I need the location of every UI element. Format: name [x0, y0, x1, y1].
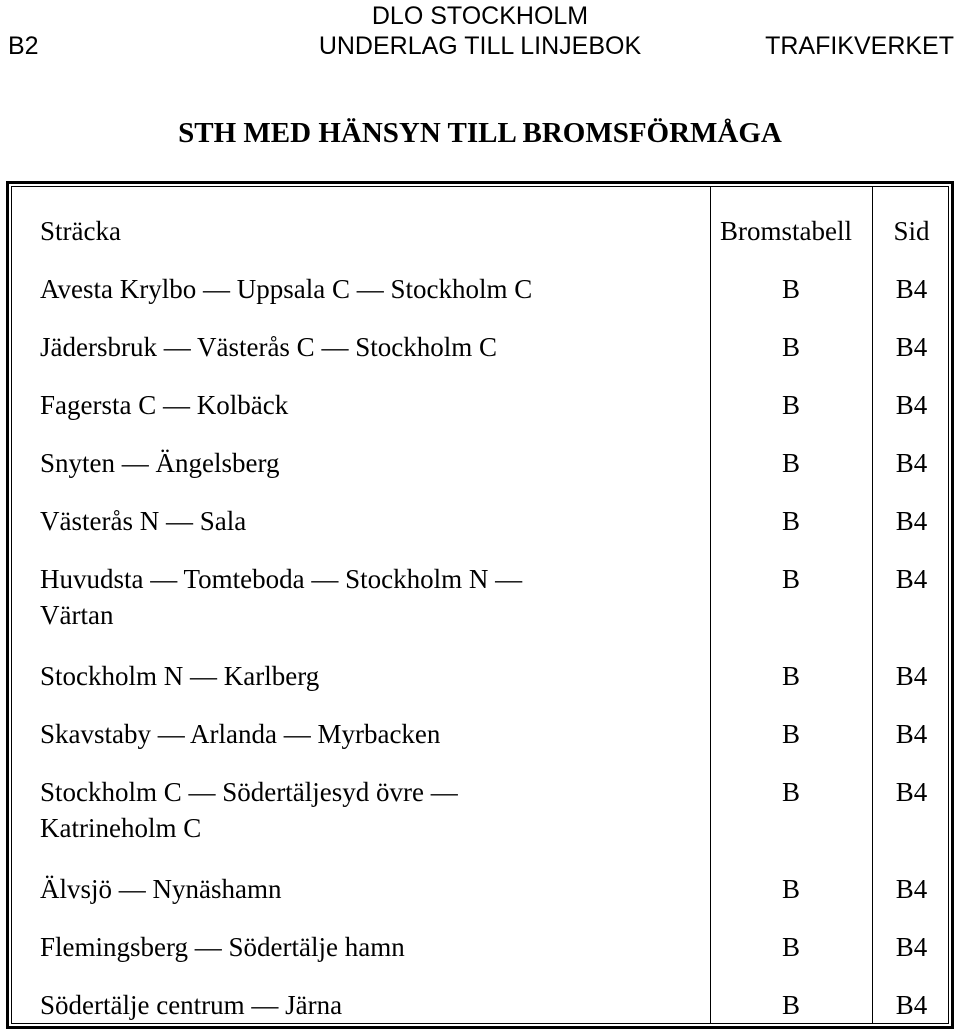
- page-cell: B4: [895, 390, 928, 420]
- brake-table-cell: B: [781, 874, 800, 904]
- route-cell: Stockholm C — Södertäljesyd övre — Katrineholm C: [40, 777, 458, 843]
- route-cell: Södertälje centrum — Järna: [40, 990, 343, 1020]
- page-cell: B4: [895, 932, 928, 962]
- brake-table-cell: B: [781, 448, 800, 478]
- route-cell: Skavstaby — Arlanda — Myrbacken: [40, 719, 441, 749]
- route-cell: Stockholm N — Karlberg: [40, 661, 320, 691]
- route-cell: Älvsjö — Nynäshamn: [40, 874, 282, 904]
- header-org: DLO STOCKHOLM: [371, 2, 589, 30]
- page-cell: B4: [895, 661, 928, 691]
- route-cell: Jädersbruk — Västerås C — Stockholm C: [40, 332, 497, 362]
- brake-table-cell: B: [781, 564, 800, 594]
- header-document-type: UNDERLAG TILL LINJEBOK: [318, 32, 642, 60]
- route-cell: Huvudsta — Tomteboda — Stockholm N — Värtan: [40, 564, 523, 630]
- brake-table-body: [11, 186, 949, 1024]
- page-cell: B4: [895, 564, 928, 594]
- page-cell: B4: [895, 777, 928, 807]
- brake-table-cell: B: [781, 274, 800, 304]
- brake-table-cell: B: [781, 332, 800, 362]
- brake-table-cell: B: [781, 932, 800, 962]
- header-section-code: B2: [8, 32, 39, 60]
- route-cell: Fagersta C — Kolbäck: [40, 390, 289, 420]
- brake-table-cell: B: [781, 661, 800, 691]
- brake-table-cell: B: [781, 390, 800, 420]
- brake-table-cell: B: [781, 990, 800, 1020]
- route-cell: Västerås N — Sala: [40, 506, 247, 536]
- page-cell: B4: [895, 506, 928, 536]
- brake-table-cell: B: [781, 506, 800, 536]
- brake-table: [6, 181, 954, 1029]
- route-cell: Avesta Krylbo — Uppsala C — Stockholm C: [40, 274, 533, 304]
- page-cell: B4: [895, 719, 928, 749]
- column-header-route: Sträcka: [40, 216, 121, 246]
- page-cell: B4: [895, 990, 928, 1020]
- route-cell: Snyten — Ängelsberg: [40, 448, 280, 478]
- brake-table-cell: B: [781, 719, 800, 749]
- page-title: STH MED HÄNSYN TILL BROMSFÖRMÅGA: [178, 117, 782, 149]
- route-cell: Flemingsberg — Södertälje hamn: [40, 932, 405, 962]
- page-cell: B4: [895, 448, 928, 478]
- page-cell: B4: [895, 874, 928, 904]
- column-header-page: Sid: [893, 216, 930, 246]
- column-header-brake-table: Bromstabell: [720, 216, 852, 246]
- brake-table-cell: B: [781, 777, 800, 807]
- page-cell: B4: [895, 332, 928, 362]
- header-agency: TRAFIKVERKET: [765, 32, 954, 60]
- page-cell: B4: [895, 274, 928, 304]
